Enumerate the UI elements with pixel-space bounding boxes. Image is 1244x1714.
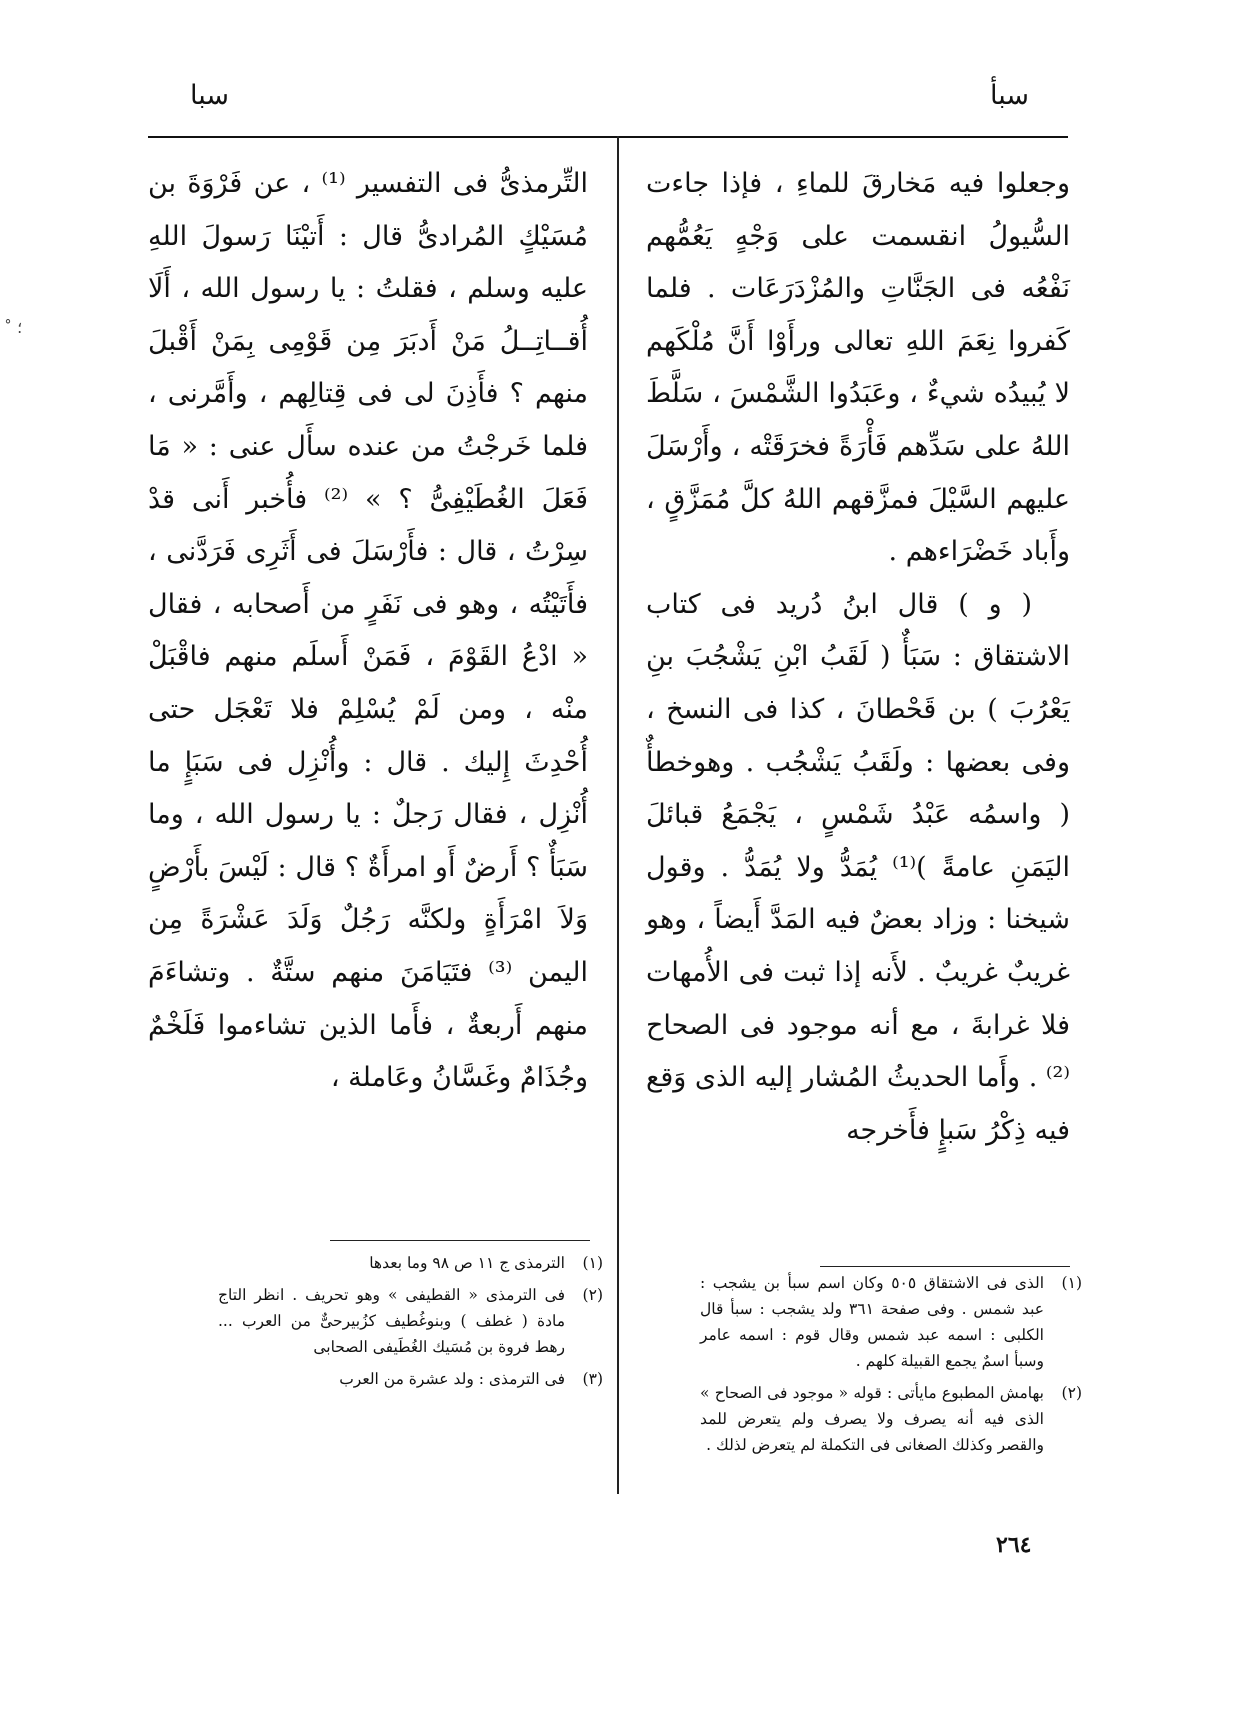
footnotes-right — [700, 1270, 1082, 1464]
footnote-number: (٢) — [1061, 1384, 1082, 1402]
footnote-number: (٣) — [582, 1370, 603, 1388]
footnote-item — [218, 1366, 603, 1392]
page-number: ٢٦٤ — [996, 1532, 1032, 1558]
footnote-number: (١) — [582, 1254, 603, 1272]
right-paragraph-1: وجعلوا فيه مَخارقَ للماءِ ، فإذا جاءت السُّيولُ انقسمت على وَجْهٍ يَعُمُّهم نَفْعُه فى الجَنَّاتِ والمُزْدَرَعَات . فلما كَفروا نِعَمَ اللهِ تعالى ورأَوْا أَنَّ مُلْكَهم لا يُبيدُه شيءٌ ، وعَبَدُوا الشَّمْسَ ، سَلَّطَ اللهُ على سَدِّهم فَأْرَةً فخرَقَتْه ، وأَرْسَلَ عليهم السَّيْلَ فمزَّقهم اللهُ كلَّ مُمَزَّقٍ ، وأَباد خَضْرَاءهم . — [646, 168, 1070, 568]
right-paragraph-2: ( و ) قال ابنُ دُريد فى كتاب الاشتقاق : سَبَأٌ ( لَقَبُ ابْنِ يَشْجُبَ بنِ يَعْرُبَ ) بن قَحْطانَ ، كذا فى النسخ ، وفى بعضها : ولَقَبُ يَشْجُب . وهوخطأٌ ( واسمُه عَبْدُ شَمْسٍ ، يَجْمَعُ قبائلَ اليَمَنِ عامةً )⁽¹⁾ يُمَدُّ ولا يُمَدُّ . وقول شيخنا : وزاد بعضٌ فيه المَدَّ أَيضاً ، وهو غريبٌ غريبٌ . لأَنه إذا ثبت فى الأُمهات فلا غرابةَ ، مع أنه موجود فى الصحاح ⁽²⁾ . وأَما الحديثُ المُشار إليه الذى وَقع فيه ذِكْرُ سَبإٍ فأَخرجه — [646, 588, 1070, 1146]
footnote-item — [700, 1270, 1082, 1374]
footnote-text: فى الترمذى : ولد عشرة من العرب — [339, 1370, 565, 1388]
footnote-number: (١) — [1061, 1274, 1082, 1292]
footnote-text: الذى فى الاشتقاق ٥٠٥ وكان اسم سبأ بن يشجب : عبد شمس . وفى صفحة ٣٦١ ولد يشجب : سبأ قال الكلبى : اسمه عبد شمس وقال قوم : اسمه عامر وسبأ اسمٌ يجمع القبيلة كلهم . — [700, 1274, 1044, 1370]
footnotes-left — [218, 1250, 603, 1398]
footnote-rule-left — [330, 1240, 590, 1241]
right-column — [646, 158, 1070, 1157]
running-head-right: سبأ — [990, 80, 1029, 111]
header-rule — [148, 136, 1068, 138]
running-head-left: سبا — [190, 80, 229, 111]
footnote-text: فى الترمذى « القطيفى » وهو تحريف . انظر التاج مادة ( غطف ) وبنوغُطيف كزُبيرحىٌّ من العرب ... رهط فروة بن مُسَيك الغُطَيفى الصحابى — [218, 1286, 565, 1356]
footnote-item — [700, 1380, 1082, 1458]
footnote-item — [218, 1282, 603, 1360]
footnote-text: بهامش المطبوع مايأتى : قوله « موجود فى الصحاح » الذى فيه أنه يصرف ولا يصرف ولم يتعرض للمد والقصر وكذلك الصغانى فى التكملة لم يتعرض لذلك . — [700, 1384, 1044, 1454]
footnote-rule-right — [820, 1266, 1070, 1267]
footnote-text: الترمذى ج ١١ ص ٩٨ وما بعدها — [369, 1254, 565, 1272]
left-column — [148, 158, 588, 1105]
left-paragraph-1: التِّرمذىُّ فى التفسير ⁽¹⁾ ، عن فَرْوَةَ بن مُسَيْكٍ المُرادىُّ قال : أَتيْنَا رَسولَ اللهِ عليه وسلم ، فقلتُ : يا رسول الله ، أَلَا أُقــاتِــلُ مَنْ أَدبَرَ مِن قَوْمِى بِمَنْ أَقْبلَ منهم ؟ فأَذِنَ لى فى قِتالِهم ، وأَمَّرنى ، فلما خَرجْتُ من عنده سأَل عنى : « مَا فَعَلَ الغُطَيْفِىُّ ؟ » ⁽²⁾ فأُخبر أَنى قدْ سِرْتُ ، قال : فأَرْسَلَ فى أَثَرِى فَرَدَّنى ، فأَتَيْتُه ، وهو فى نَفَرٍ من أَصحابه ، فقال « ادْعُ القَوْمَ ، فَمَنْ أَسلَم منهم فاقْبَلْ منْه ، ومن لَمْ يُسْلِمْ فلا تَعْجَل حتى أُحْدِثَ إِليك . قال : وأُنْزِل فى سَبَإٍ ما أُنْزِل ، فقال رَجلٌ : يا رسول الله ، وما سَبَأٌ ؟ أَرضٌ أَو امرأَةٌ ؟ قال : لَيْسَ بأَرْضٍ وَلاَ امْرَأَةٍ ولكنَّه رَجُلٌ وَلَدَ عَشْرَةً مِن اليمن ⁽³⁾ فتَيَامَنَ منهم ستَّةٌ . وتشاءَمَ منهم أَربعةٌ ، فأَما الذين تشاءموا فَلَخْمٌ وجُذَامٌ وغَسَّانُ وعَاملة ، — [148, 168, 588, 1094]
scan-edge-mark: ˚ ؛ — [4, 318, 23, 337]
footnote-item — [218, 1250, 603, 1276]
column-divider — [617, 136, 619, 1494]
footnote-number: (٢) — [582, 1286, 603, 1304]
